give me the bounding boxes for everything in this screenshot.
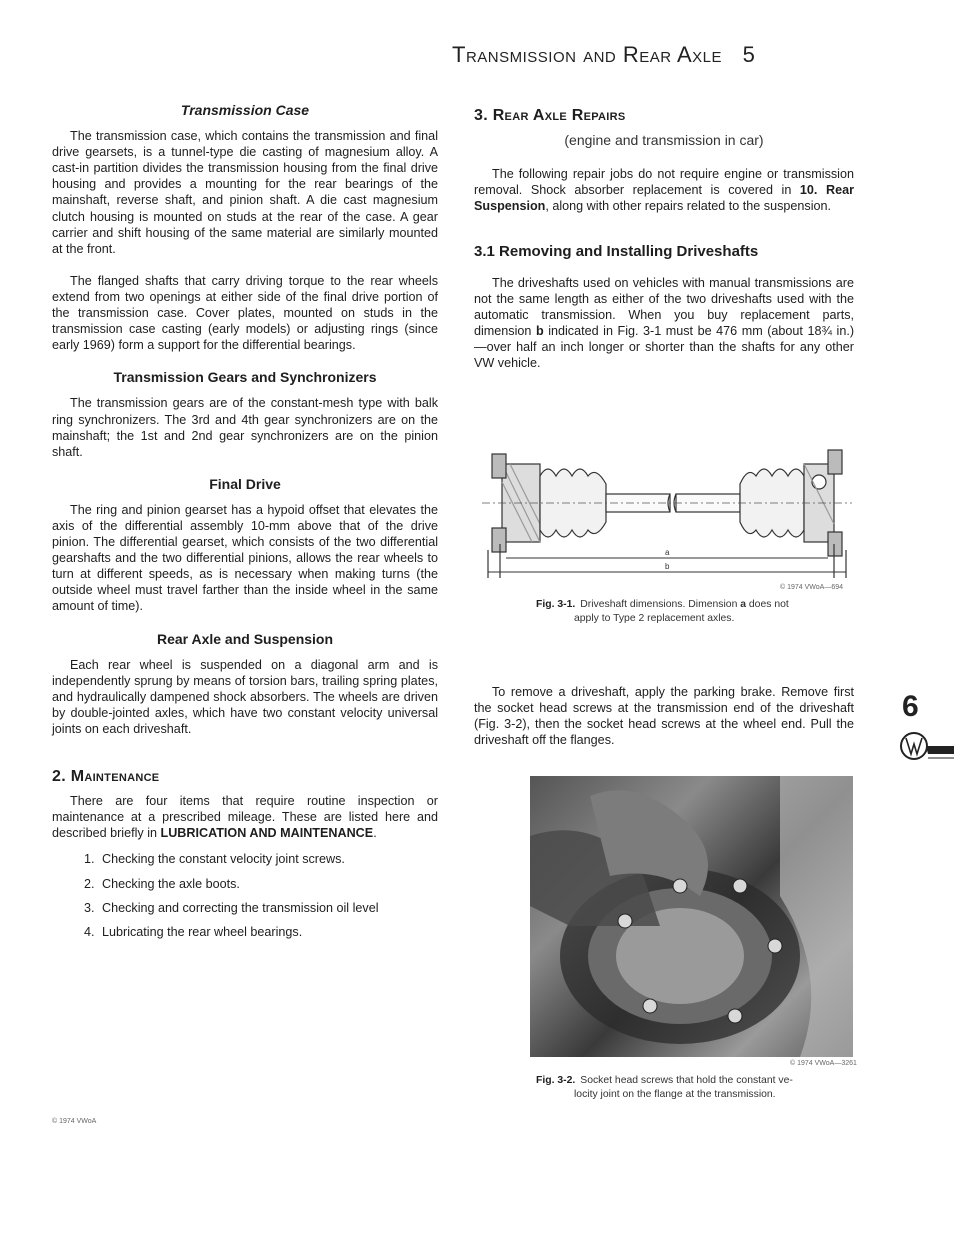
right-column xyxy=(474,108,854,387)
rear-axle-repairs-heading xyxy=(474,108,854,124)
fig2-caption xyxy=(536,1074,866,1102)
list-item-text: Checking and correcting the transmission oil level xyxy=(102,900,379,915)
transmission-case-heading: Transmission Case xyxy=(180,102,310,118)
fig2-caption-line2: locity joint on the flange at the transmission. xyxy=(574,1089,776,1100)
lubrication-reference: LUBRICATION AND MAINTENANCE xyxy=(160,826,374,841)
fig1-copyright: © 1974 VWoA—694 xyxy=(780,584,844,591)
final-drive-paragraph: The ring and pinion gearset has a hypoid offset that elevates the axis of the differential assembly 10-mm above that of the drive pinion. The differential gearset, which consists of the two differential gearshafts and the two differential pinions, allows the rear wheels to turn at different speeds, as is necessary when making turns (the outside wheel must travel farther than the inside wheel in the same amount of time). xyxy=(52,502,438,614)
vw-logo-icon xyxy=(898,728,954,798)
list-item-number: 1. xyxy=(84,852,95,867)
fig1-caption-text: Driveshaft dimensions. Dimension xyxy=(580,599,738,610)
maintenance-intro xyxy=(52,793,438,841)
cv-joint-photo xyxy=(530,776,853,1057)
remove-driveshaft-paragraph: To remove a driveshaft, apply the parking brake. Remove first the socket head screws at the transmission end of the driveshaft (Fig. 3-2), then the socket head screws at the wheel end. Pull the driveshaft off the flanges. xyxy=(474,685,854,748)
list-item-text: Checking the axle boots. xyxy=(102,876,240,891)
maintenance-heading-number: 2. xyxy=(52,768,66,786)
running-head-title: Transmission and Rear Axle xyxy=(452,42,723,67)
dimension-b: b xyxy=(535,323,544,338)
final-drive-heading: Final Drive xyxy=(209,475,281,492)
maintenance-heading-title: Maintenance xyxy=(70,768,160,786)
list-item-number: 4. xyxy=(84,924,95,939)
fig2-copyright: © 1974 VWoA—3261 xyxy=(790,1060,857,1067)
driveshafts-text: The driveshafts used on vehicles with manual transmissions are not the same length as either of the two driveshafts used with the automatic transmission. When you buy replacement parts, dimension xyxy=(474,275,854,338)
list-item-text: Lubricating the rear wheel bearings. xyxy=(102,924,303,939)
fig1-caption-text-end: does not xyxy=(748,599,789,610)
page-number: 5 xyxy=(742,42,756,67)
list-item-number: 2. xyxy=(84,876,95,891)
flanged-shafts-paragraph: The flanged shafts that carry driving torque to the rear wheels extend from two openings at either side of the final drive portion of the transmission case. Cover plates, mounted on studs in the transmission case casting (early models) or adjusting rings (since early 1969) form a support for the differential bearings. xyxy=(52,273,438,353)
driveshafts-text-end: indicated in Fig. 3-1 must be 476 mm (about 18¾ in.)—over half an inch longer or shorter than the shafts for any other VW vehicle. xyxy=(474,323,855,371)
driveshafts-heading: 3.1 Removing and Installing Driveshafts xyxy=(474,243,759,261)
rear-axle-heading: Rear Axle and Suspension xyxy=(156,630,334,647)
list-item-text: Checking the constant velocity joint screws. xyxy=(102,852,345,867)
rear-axle-paragraph: Each rear wheel is suspended on a diagonal arm and is independently sprung by means of torsion bars, trailing spring plates, and hydraulically dampened shock absorbers. The wheels are driven by double-jointed axles, which have two constant velocity universal joints on each driveshaft. xyxy=(52,657,438,736)
list-item xyxy=(52,924,438,940)
rear-axle-repairs-subheading: (engine and transmission in car) xyxy=(564,132,764,149)
fig1-label: Fig. 3-1. xyxy=(536,599,576,610)
left-copyright: © 1974 VWoA xyxy=(52,1118,97,1125)
rear-suspension-reference: 10. Rear Suspension xyxy=(474,183,854,214)
repairs-text: The following repair jobs do not require engine or transmission removal. Shock absorber replacement is covered in xyxy=(474,167,854,198)
dimension-a-label: a xyxy=(665,548,670,557)
maintenance-intro-end: . xyxy=(373,826,377,841)
rear-axle-repairs-title: Rear Axle Repairs xyxy=(492,107,626,124)
gears-paragraph: The transmission gears are of the constant-mesh type with balk ring synchronizers. The 3rd and 4th gear synchronizers are on the mainshaft; the 1st and 2nd gear synchronizers are on the pinion shaft. xyxy=(52,396,438,459)
dimension-b-label: b xyxy=(665,562,670,571)
remove-paragraph-block xyxy=(474,684,854,764)
list-item-number: 3. xyxy=(84,900,95,915)
left-column xyxy=(52,102,438,948)
fig1-caption-bold: a xyxy=(740,599,747,610)
driveshafts-paragraph xyxy=(474,275,854,372)
list-item xyxy=(52,851,438,867)
section-tab-number: 6 xyxy=(902,690,919,723)
list-item xyxy=(52,900,438,916)
repairs-text-end: , along with other repairs related to the suspension. xyxy=(545,199,832,214)
maintenance-intro-text: There are four items that require routine inspection or maintenance at a prescribed mileage. These are listed here and described briefly in xyxy=(52,794,438,841)
fig2-label: Fig. 3-2. xyxy=(536,1075,576,1086)
gears-heading: Transmission Gears and Synchronizers xyxy=(113,369,377,386)
rear-axle-repairs-paragraph xyxy=(474,166,854,214)
running-head xyxy=(452,42,902,68)
fig1-caption-line2: apply to Type 2 replacement axles. xyxy=(574,613,735,624)
list-item xyxy=(52,876,438,892)
maintenance-list xyxy=(52,851,438,939)
maintenance-heading xyxy=(52,769,438,785)
driveshaft-diagram xyxy=(482,432,852,582)
rear-axle-repairs-number: 3. xyxy=(474,107,488,124)
fig2-caption-line1: Socket head screws that hold the constant ve- xyxy=(580,1075,793,1086)
fig1-caption xyxy=(536,598,866,626)
transmission-case-paragraph: The transmission case, which contains the transmission and final drive gearsets, is a tunnel-type die casting of magnesium alloy. A cast-in partition divides the transmission housing from the final drive housing and provides a mounting for the rear bearings of the mainshaft, reverse shaft, and pinion shaft. A die cast magnesium clutch housing is mounted on studs at the rear of the case. A gear carrier and shift housing of the same material are similarly mounted at the front. xyxy=(52,129,438,256)
